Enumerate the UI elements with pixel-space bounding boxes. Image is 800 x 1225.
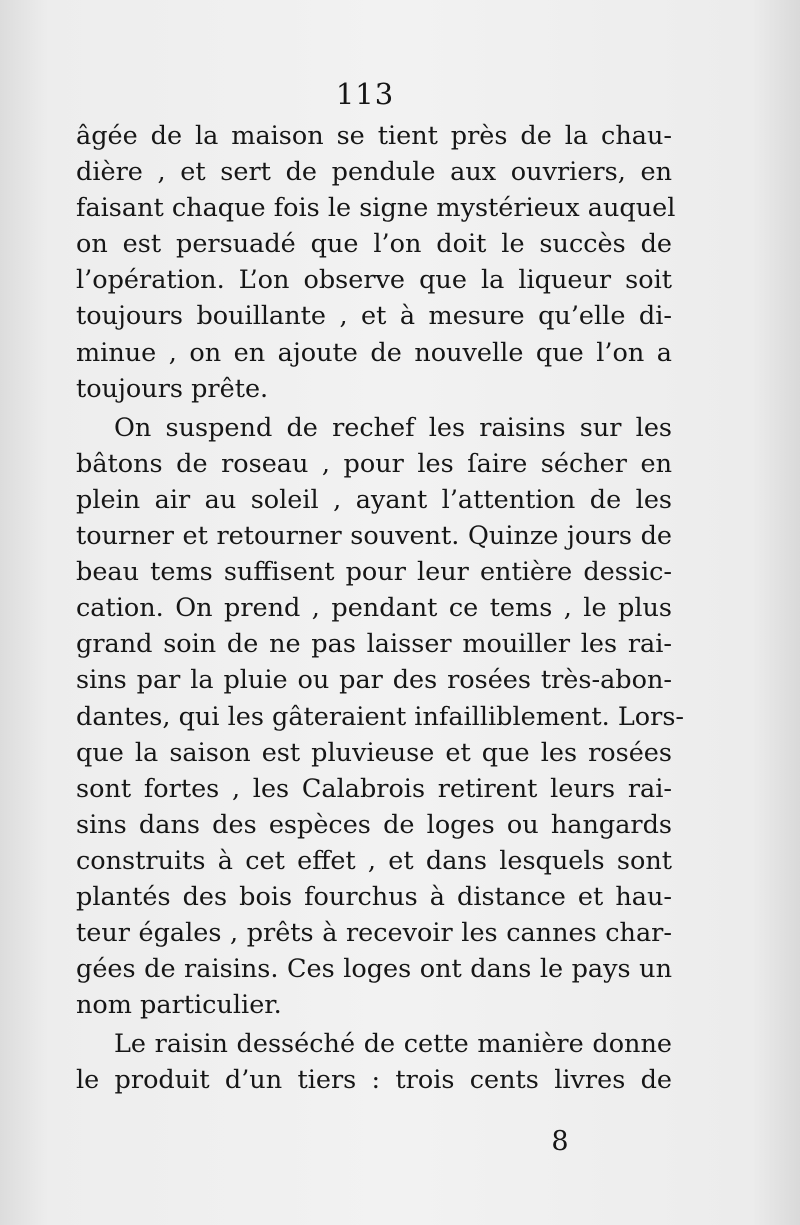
text-line: gées de raisins. Ces loges ont dans le pays un xyxy=(76,954,672,985)
text-line: beau tems suffisent pour leur entière dessic- xyxy=(76,557,672,588)
paragraph-3 xyxy=(76,1026,672,1098)
text-line: que la saison est pluvieuse et que les rosées xyxy=(76,737,672,768)
text-line: toujours bouillante , et à mesure qu’elle di- xyxy=(76,301,672,332)
text-line: plantés des bois fourchus à distance et hau- xyxy=(76,881,672,912)
text-line: dantes, qui les gâteraient infailliblement. Lors- xyxy=(76,701,685,732)
text-line: on est persuadé que l’on doit le succès de xyxy=(76,229,672,260)
text-line: l’opération. L’on observe que la liqueur soit xyxy=(76,265,672,296)
text-line: teur égales , prêts à recevoir les cannes char- xyxy=(76,918,672,949)
page-number: 113 xyxy=(335,77,395,111)
text-line: Le raisin desséché de cette manière donne xyxy=(114,1029,672,1060)
signature-mark: 8 xyxy=(551,1126,569,1157)
text-line: sont fortes , les Calabrois retirent leurs rai- xyxy=(76,773,672,804)
text-line: toujours prête. xyxy=(76,373,269,404)
text-line: faisant chaque fois le signe mystérieux auquel xyxy=(76,193,676,224)
text-line: plein air au soleil , ayant l’attention de les xyxy=(76,484,672,515)
text-line: tourner et retourner souvent. Quinze jours de xyxy=(76,521,672,552)
text-line: cation. On prend , pendant ce tems , le plus xyxy=(76,593,672,624)
text-line: sins par la pluie ou par des rosées très-abon- xyxy=(76,665,672,696)
text-line: construits à cet effet , et dans lesquels sont xyxy=(76,845,672,876)
text-line: grand soin de ne pas laisser mouiller les rai- xyxy=(76,629,672,660)
paragraph-1 xyxy=(76,118,676,407)
text-line: bâtons de roseau , pour les ſaire sécher en xyxy=(76,448,672,479)
text-line: sins dans des espèces de loges ou hangards xyxy=(76,809,672,840)
text-line: le produit d’un tiers : trois cents livres de xyxy=(76,1065,672,1096)
text-line: nom particulier. xyxy=(76,990,282,1021)
body-text xyxy=(76,118,685,1099)
paragraph-2 xyxy=(76,410,685,1024)
text-line: On suspend de rechef les raisins sur les xyxy=(114,412,672,443)
text-line: minue , on en ajoute de nouvelle que l’on a xyxy=(76,337,672,368)
text-line: âgée de la maison se tient près de la chau- xyxy=(76,121,672,151)
text-line: dière , et sert de pendule aux ouvriers, en xyxy=(76,157,672,188)
